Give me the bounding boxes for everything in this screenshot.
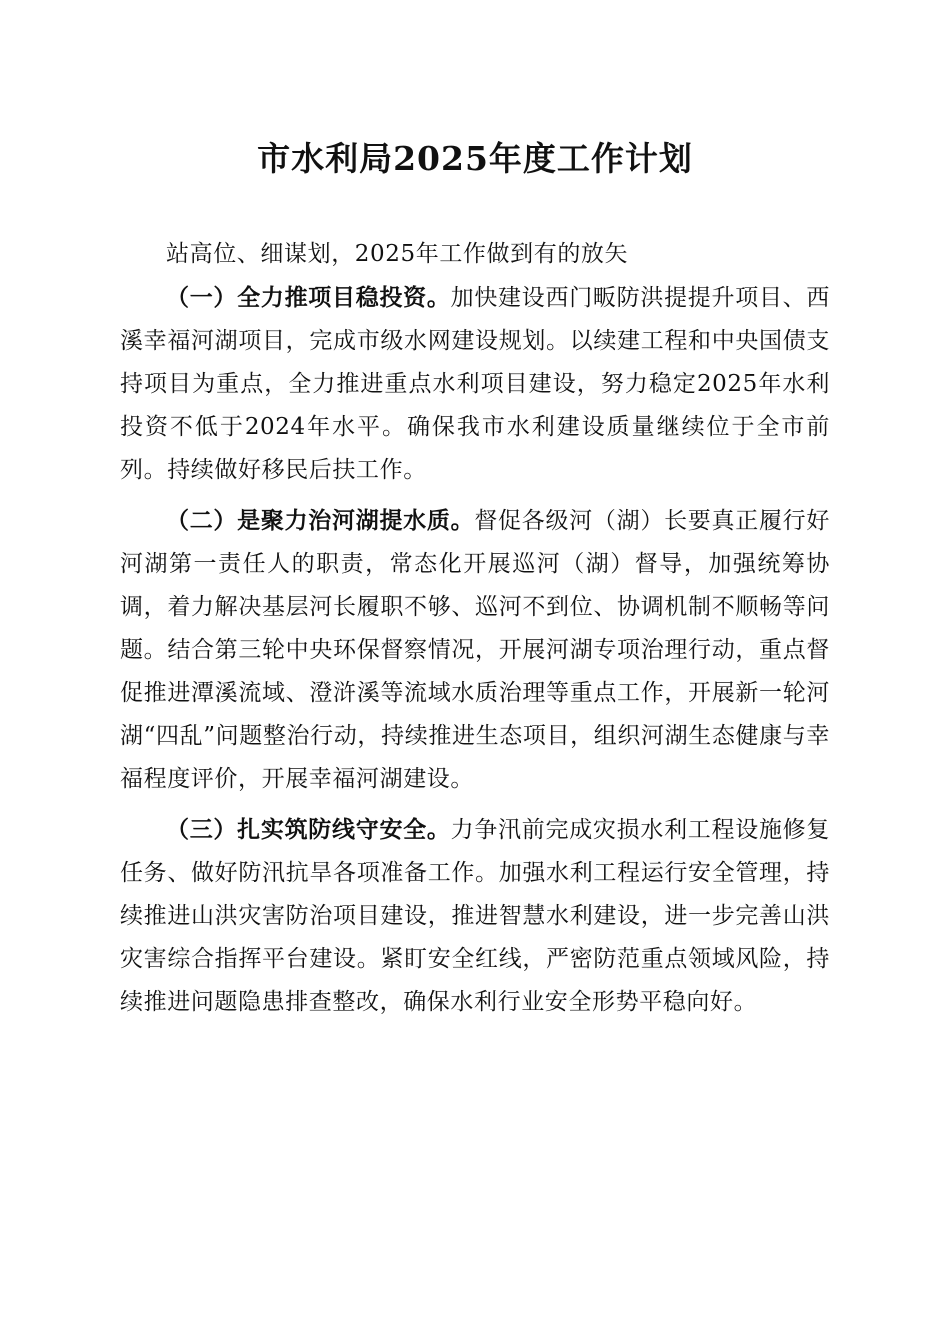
- section-3-paragraph: [120, 808, 830, 1024]
- section-1-heading: （一）全力推项目稳投资。: [166, 284, 451, 311]
- section-2-text: 督促各级河（湖）长要真正履行好河湖第一责任人的职责，常态化开展巡河（湖）督导，加强统筹协调，着力解决基层河长履职不够、巡河不到位、协调机制不顺畅等问题。结合第三轮中央环保督察情况，开展河湖专项治理行动，重点督促推进潭溪流域、澄浒溪等流域水质治理等重点工作，开展新一轮河湖“四乱”问题整治行动，持续推进生态项目，组织河湖生态健康与幸福程度评价，开展幸福河湖建设。: [120, 508, 830, 792]
- section-3-text: 力争汛前完成灾损水利工程设施修复任务、做好防汛抗旱各项准备工作。加强水利工程运行安全管理，持续推进山洪灾害防治项目建设，推进智慧水利建设，进一步完善山洪灾害综合指挥平台建设。紧盯安全红线，严密防范重点领域风险，持续推进问题隐患排查整改，确保水利行业安全形势平稳向好。: [120, 817, 830, 1015]
- intro-paragraph: 站高位、细谋划，2025年工作做到有的放矢: [166, 241, 629, 267]
- section-1-paragraph: [120, 276, 830, 492]
- section-1-text: 加快建设西门畈防洪提提升项目、西溪幸福河湖项目，完成市级水网建设规划。以续建工程和中央国债支持项目为重点，全力推进重点水利项目建设，努力稳定2025年水利投资不低于2024年水平。确保我市水利建设质量继续位于全市前列。持续做好移民后扶工作。: [120, 285, 830, 483]
- section-2-heading: （二）是聚力治河湖提水质。: [166, 507, 475, 534]
- section-3-heading: （三）扎实筑防线守安全。: [166, 816, 451, 843]
- section-2-paragraph: [120, 499, 830, 801]
- document-title: 市水利局2025年度工作计划: [257, 139, 693, 178]
- document-body: [120, 233, 830, 1024]
